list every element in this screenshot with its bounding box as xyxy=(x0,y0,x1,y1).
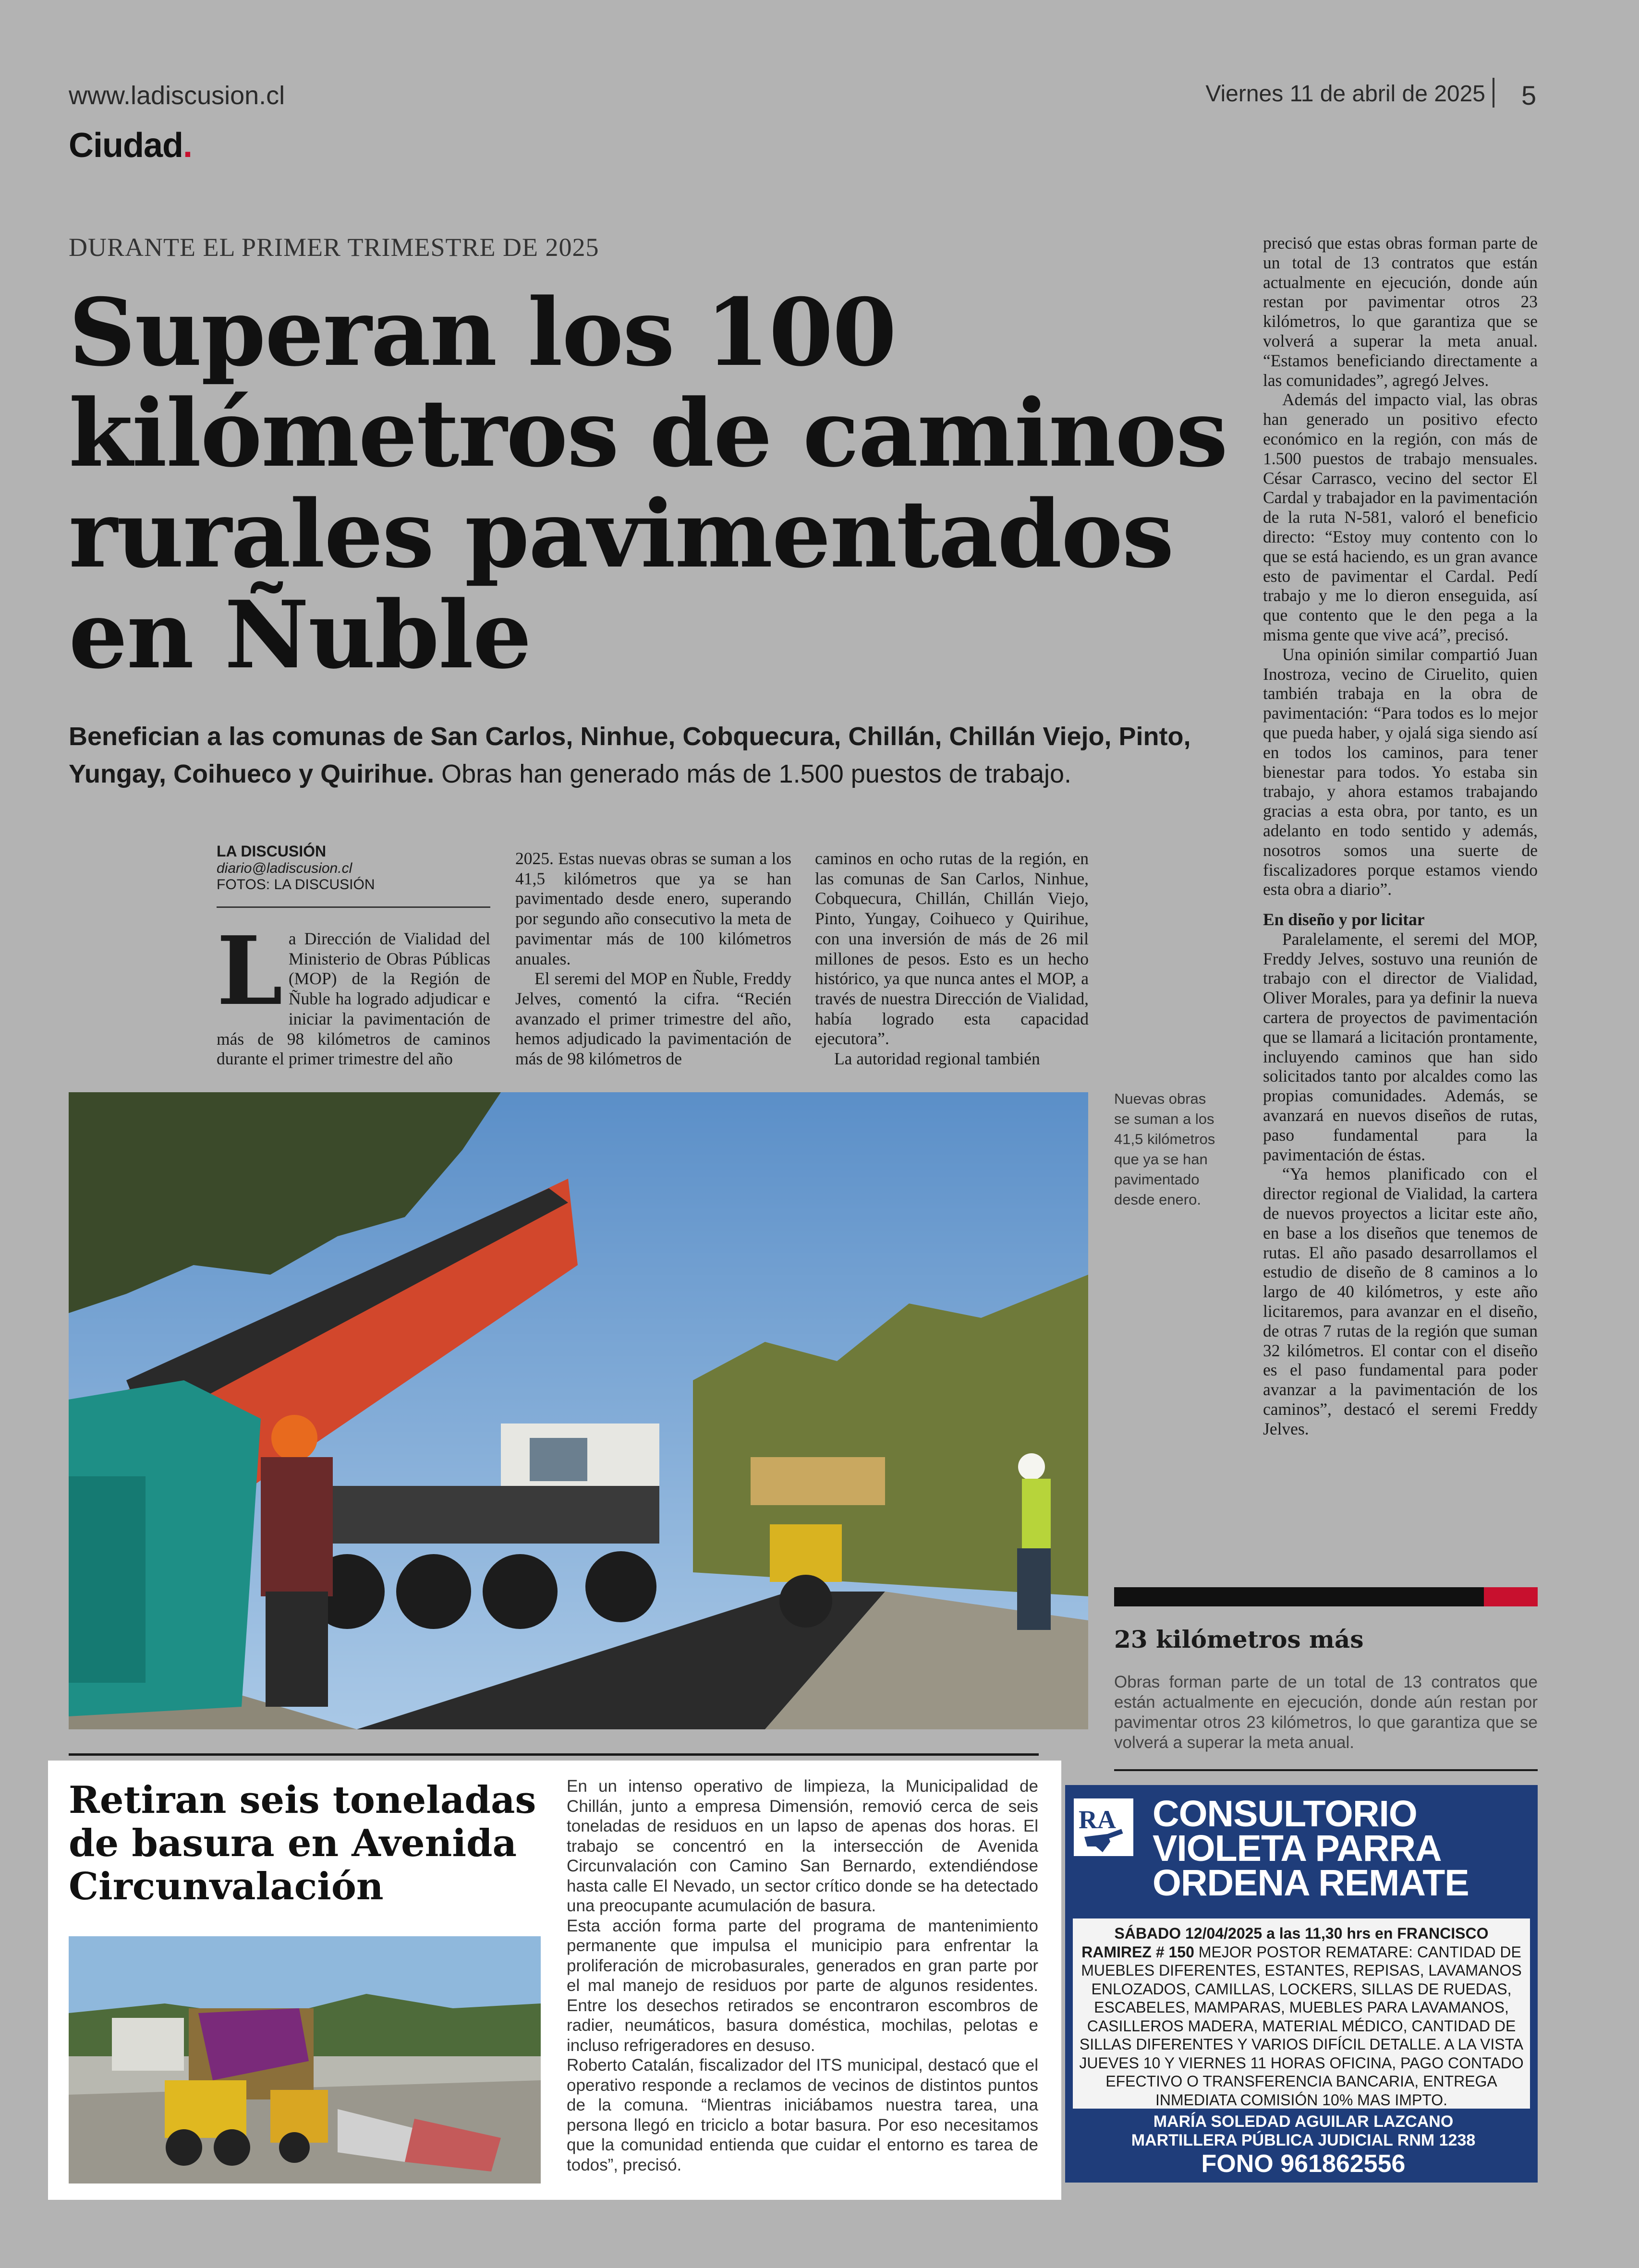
paragraph: a Dirección de Vialidad del Ministerio de Obras Públicas (MOP) de la Región de Ñuble ha logrado adjudicar e iniciar la pavimentación de más de 98 kilómetros de caminos durante el primer trimestre del año xyxy=(217,929,490,1069)
ad-title: CONSULTORIO VIOLETA PARRA ORDENA REMATE xyxy=(1153,1793,1469,1904)
ra-logo-icon xyxy=(1074,1798,1133,1856)
paragraph: 2025. Estas nuevas obras se suman a los 41,5 kilómetros que ya se han pavimentado desde enero, superando por segundo año consecutivo la meta de pavimentar más de 100 kilómetros anuales. xyxy=(515,849,791,968)
article-column-2 xyxy=(515,849,791,1069)
paragraph: Además del impacto vial, las obras han generado un positivo efecto económico en la región, con más de 1.500 puestos de trabajo mensuales. César Carrasco, vecino del sector El Cardal y trabajador en la pavimentación de la ruta N-581, valoró el beneficio directo: “Estoy muy contento con lo que se está haciendo, es un gran avance esto de pavimentar el Cardal. Pedí trabajo y me lo dieron enseguida, así que contento que le den pega a la misma gente que vive acá”, precisó. xyxy=(1263,390,1538,644)
sidebar-title: 23 kilómetros más xyxy=(1114,1625,1364,1653)
photo-caption: Nuevas obras se suman a los 41,5 kilómetros que ya se han pavimentado desde enero. xyxy=(1114,1090,1215,1208)
article-photo xyxy=(69,1092,1088,1729)
paragraph: precisó que estas obras forman parte de un total de 13 contratos que están actualmente en ejecución, donde aún restan por pavimentar otros 23 kilómetros, lo que garantiza que se volverá a superar la meta anual. “Estamos beneficiando directamente a las comunidades”, agregó Jelves. xyxy=(1263,233,1538,390)
section-dot: . xyxy=(182,126,192,165)
article-column-4 xyxy=(1263,233,1538,1439)
paragraph: caminos en ocho rutas de la región, en las comunas de San Carlos, Ninhue, Cobquecura, Chillán, Chillán Viejo, Pinto, Yungay, Coihueco y Quirihue, con una inversión de más de 26 mil millones de pesos. Esto es un hecho histórico, ya que nunca antes el MOP, a través de nuestra Dirección de Vialidad, había logrado esta capacidad ejecutora”. xyxy=(815,849,1089,1049)
byline-name: LA DISCUSIÓN xyxy=(217,843,327,860)
second-article-body xyxy=(567,1776,1038,2175)
paving-truck-photo xyxy=(69,1092,1088,1729)
ad-contact xyxy=(1076,2112,1531,2180)
deck-bold: Benefician a las comunas de San Carlos, Ninhue, Cobquecura, Chillán, Chillán Viejo, Pinto, Yungay, Coihueco y Quirihue. xyxy=(69,722,1191,788)
issue-date: Viernes 11 de abril de 2025 xyxy=(1205,81,1485,107)
ad-logo xyxy=(1074,1798,1133,1856)
sidebar-bar xyxy=(1114,1587,1484,1606)
paragraph: “Ya hemos planificado con el director regional de Vialidad, la cartera de nuevos proyectos a licitar este año, en base a los diseños que tenemos de rutas. El año pasado desarrollamos el estudio de diseño de 8 caminos a lo largo de 40 kilómetros, y este año licitaremos, para avanzar en el diseño, de otras 7 rutas de la región que suman 32 kilómetros. El contar con el diseño es el paso fundamental para poder avanzar a la pavimentación de los caminos”, destacó el seremi Freddy Jelves. xyxy=(1263,1164,1538,1438)
ad-details-date: SÁBADO 12/04/2025 a las 11,30 hrs en FRANCISCO RAMIREZ # 150 xyxy=(1081,1925,1489,1961)
article-column-1 xyxy=(217,916,490,1069)
section-name: Ciudad xyxy=(69,126,183,165)
sidebar-rule xyxy=(1114,1769,1538,1771)
subheading: En diseño y por licitar xyxy=(1263,910,1425,929)
byline-photos: FOTOS: LA DISCUSIÓN xyxy=(217,877,375,893)
garbage-removal-photo xyxy=(69,1936,541,2184)
byline-email[interactable]: diario@ladiscusion.cl xyxy=(217,860,352,876)
drop-cap: L xyxy=(217,916,283,1026)
article-deck xyxy=(69,718,1221,793)
second-article-rule xyxy=(69,1753,1039,1756)
paragraph: Roberto Catalán, fiscalizador del ITS municipal, destacó que el operativo responde a reclamos de vecinos de distintos puntos de la comuna. “Mientras iniciábamos nuestra tarea, una persona llegó en triciclo a botar basura. Por eso necesitamos que la comunidad entienda que cuidar el entorno es tarea de todos”, precisó. xyxy=(567,2056,1038,2174)
ad-details xyxy=(1078,1924,1525,2109)
ad-auctioneer-title: MARTILLERA PÚBLICA JUDICIAL RNM 1238 xyxy=(1131,2131,1476,2149)
sidebar-body: Obras forman parte de un total de 13 contratos que están actualmente en ejecución, donde aún restan por pavimentar otros 23 kilómetros, lo que garantiza que se volverá a superar la meta anual. xyxy=(1114,1673,1538,1752)
byline xyxy=(217,843,490,893)
ad-phone[interactable]: FONO 961862556 xyxy=(1201,2150,1406,2178)
ad-logo-text: RA xyxy=(1079,1805,1116,1834)
site-url[interactable]: www.ladiscusion.cl xyxy=(69,81,285,110)
article-headline: Superan los 100 kilómetros de caminos rurales pavimentados en Ñuble xyxy=(69,278,1227,689)
second-article-photo xyxy=(69,1936,541,2184)
paragraph: En un intenso operativo de limpieza, la Municipalidad de Chillán, junto a empresa Dimensión, removió cerca de seis toneladas de residuos en un lapso de apenas dos horas. El trabajo se concentró en la intersección de Avenida Circunvalación con Camino San Bernardo, extendiéndose hasta calle El Nevado, un sector crítico donde se ha detectado una preocupante acumulación de basura. xyxy=(567,1777,1038,1915)
page-number: 5 xyxy=(1521,80,1537,110)
sidebar-bar-accent xyxy=(1484,1587,1538,1606)
paragraph: La autoridad regional también xyxy=(834,1049,1040,1069)
paragraph: El seremi del MOP en Ñuble, Freddy Jelves, comentó la cifra. “Recién avanzado el primer trimestre del año, hemos adjudicado la pavimentación de más de 98 kilómetros de xyxy=(515,969,791,1069)
article-kicker: DURANTE EL PRIMER TRIMESTRE DE 2025 xyxy=(69,233,599,262)
second-article-headline: Retiran seis toneladas de basura en Avenida Circunvalación xyxy=(69,1778,536,1908)
paragraph: Paralelamente, el seremi del MOP, Freddy Jelves, sostuvo una reunión de trabajo con el director de Vialidad, Oliver Morales, para ya definir la nueva cartera de proyectos de pavimentación que se llamará a licitación prontamente, incluyendo caminos que han sido solicitados tanto por alcaldes como las propias comunidades. Además, se avanzará en nuevos diseños de rutas, paso fundamental para la pavimentación de éstas. xyxy=(1263,929,1538,1164)
paragraph: Una opinión similar compartió Juan Inostroza, vecino de Ciruelito, quien también trabaja en la obra de pavimentación: “Para todos es lo mejor que pueda haber, y ojalá siga siendo así en todos los caminos, para tener bienestar para todos. Yo estaba sin trabajo, y ahora estamos trabajando gracias a esta obra, por tanto, es un adelanto en todo sentido y además, nosotros somos una suerte de fiscalizadores porque estamos viendo esta obra a diario”. xyxy=(1263,644,1538,899)
article-column-3 xyxy=(815,849,1089,1069)
byline-rule xyxy=(217,906,490,908)
ad-auctioneer: MARÍA SOLEDAD AGUILAR LAZCANO xyxy=(1153,2112,1454,2131)
paragraph: Esta acción forma parte del programa de mantenimiento permanente que impulsa el municipio para enfrentar la proliferación de microbasurales, generados en gran parte por el mal manejo de residuos por parte de algunos residentes. Entre los desechos retirados se encontraron escombros de radier, neumáticos, basura doméstica, mochilas, pelotas e incluso refrigeradores en desuso. xyxy=(567,1916,1038,2055)
deck-regular: Obras han generado más de 1.500 puestos de trabajo. xyxy=(441,760,1072,788)
header-divider xyxy=(1493,78,1494,108)
section-label xyxy=(69,126,192,165)
ad-details-items: MEJOR POSTOR REMATARE: CANTIDAD DE MUEBLES DIFERENTES, ESTANTES, REPISAS, LAVAMANOS ENLOZADOS, CAMILLAS, LOCKERS, SILLAS DE RUEDAS, ESCABELES, MAMPARAS, MUEBLES PARA LAVAMANOS, CASILLEROS MADERA, MATERIAL MÉDICO, CANTIDAD DE SILLAS DIFERENTES Y VARIOS DIFÍCIL DETALLE. A LA VISTA JUEVES 10 Y VIERNES 11 HORAS OFICINA, PAGO CONTADO EFECTIVO O TRANSFERENCIA BANCARIA, ENTREGA INMEDIATA COMISIÓN 10% MAS IMPTO. xyxy=(1079,1943,1524,2109)
